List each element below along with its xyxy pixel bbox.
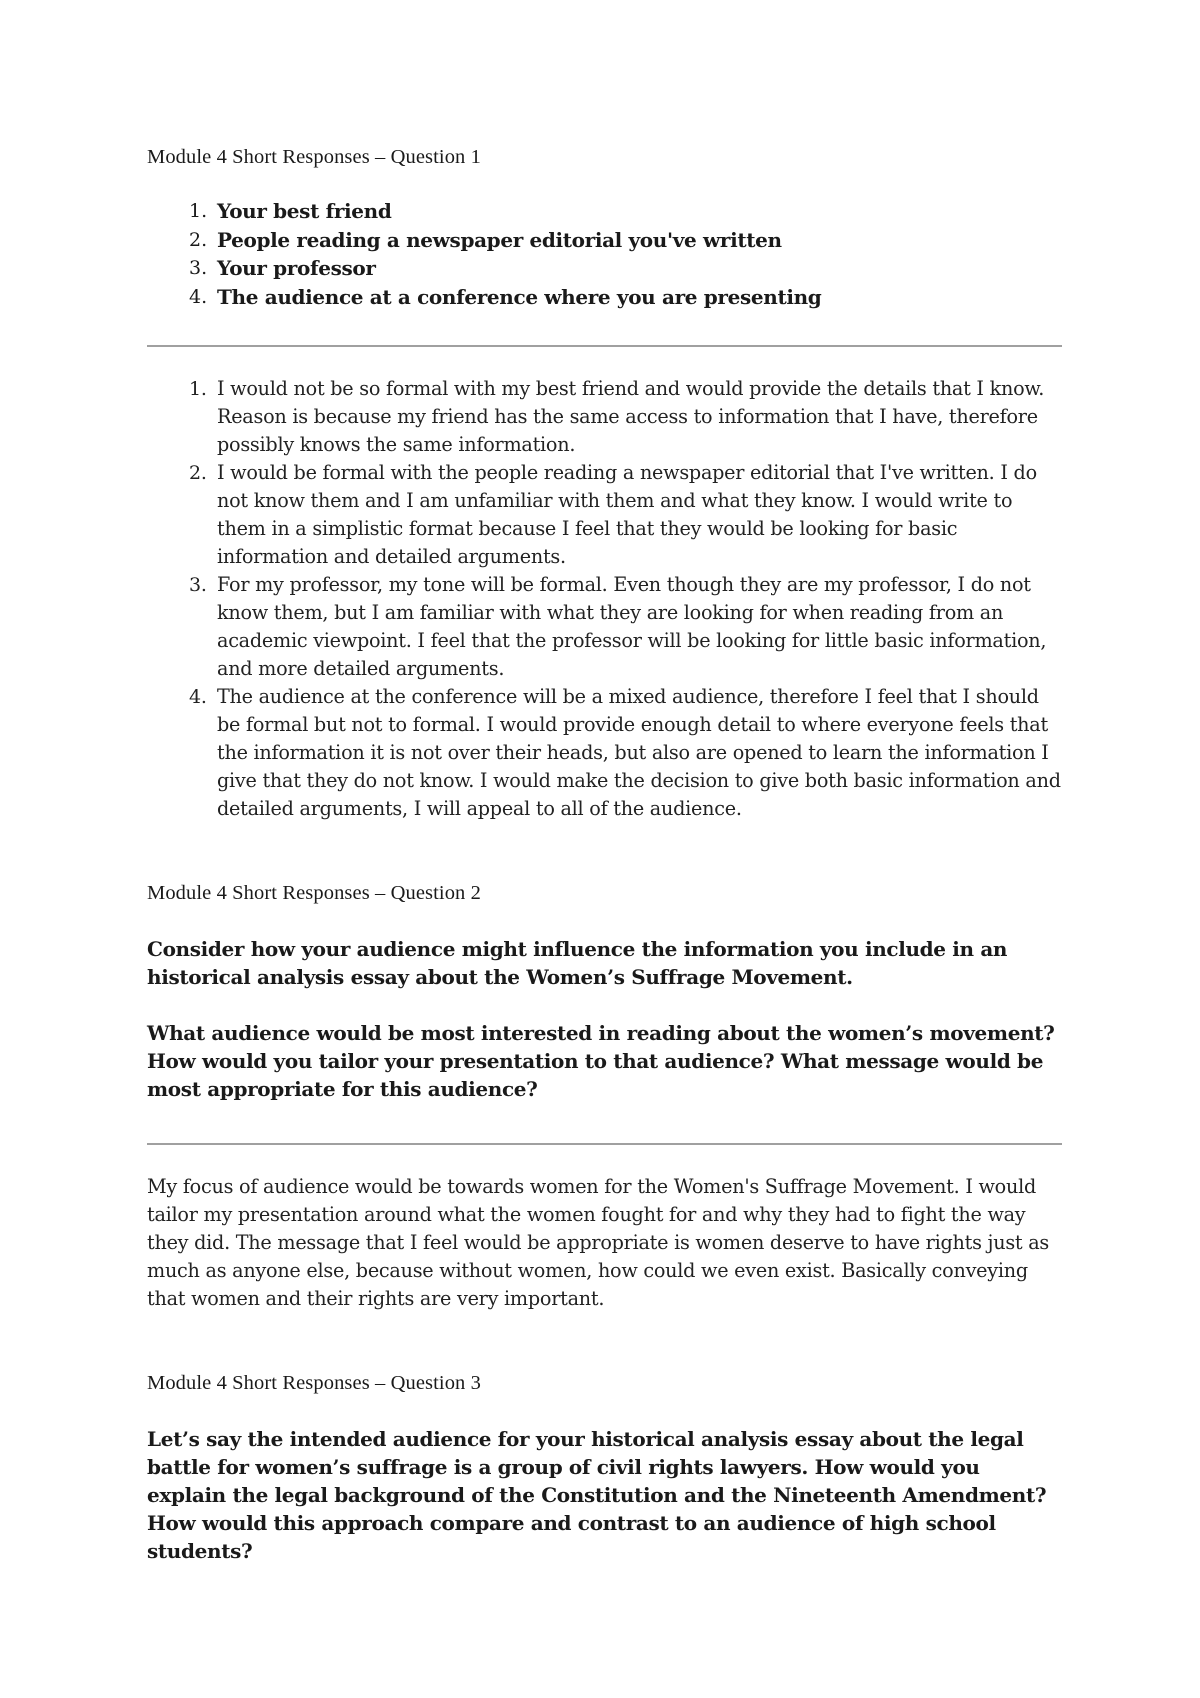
question-1-prompt-list [147, 197, 1062, 311]
prompt-item [217, 226, 1062, 255]
answer-item: I would not be so formal with my best friend and would provide the details that I know. Reason is because my friend has the same access to information that I have, therefore possibly knows the same information. [217, 377, 1045, 456]
question-2-answer: My focus of audience would be towards women for the Women's Suffrage Movement. I would tailor my presentation around what the women fought for and why they had to fight the way they did. The message that I feel would be appropriate is women deserve to have rights just as much as anyone else, because without women, how could we even exist. Basically conveying that women and their rights are very important. [147, 1175, 1050, 1310]
section-divider [147, 1143, 1062, 1145]
answer-item: The audience at the conference will be a mixed audience, therefore I feel that I should be formal but not to formal. I would provide enough detail to where everyone feels that the information it is not over their heads, but also are opened to learn the information I give that they do not know. I would make the decision to give both basic information and detailed arguments, I will appeal to all of the audience. [217, 685, 1061, 820]
section-divider [147, 345, 1062, 347]
document-page [147, 143, 1062, 1565]
prompt-text: People reading a newspaper editorial you've written [217, 227, 782, 252]
question-1-heading: Module 4 Short Responses – Question 1 [147, 146, 481, 168]
prompt-item [217, 283, 1062, 312]
prompt-text: Your best friend [217, 199, 392, 223]
question-1-answer-list [147, 375, 1062, 823]
question-2-heading: Module 4 Short Responses – Question 2 [147, 882, 481, 904]
question-3-heading: Module 4 Short Responses – Question 3 [147, 1372, 481, 1394]
prompt-text: The audience at a conference where you are presenting [217, 284, 822, 309]
prompt-text: Your professor [217, 256, 376, 280]
answer-item: I would be formal with the people reading a newspaper editorial that I've written. I do not know them and I am unfamiliar with them and what they know. I would write to them in a simplistic format because I feel that they would be looking for basic information and detailed arguments. [217, 461, 1037, 568]
prompt-item [217, 254, 1062, 283]
question-3-prompt: Let’s say the intended audience for your historical analysis essay about the legal battle for women’s suffrage is a group of civil rights lawyers. How would you explain the legal background of the Constitution and the Nineteenth Amendment? How would this approach compare and contrast to an audience of high school students? [147, 1427, 1047, 1563]
answer-item: For my professor, my tone will be formal. Even though they are my professor, I do not know them, but I am familiar with what they are looking for when reading from an academic viewpoint. I feel that the professor will be looking for little basic information, and more detailed arguments. [217, 573, 1047, 680]
question-2-prompt-2: What audience would be most interested in reading about the women’s movement? How would you tailor your presentation to that audience? What message would be most appropriate for this audience? [147, 1021, 1055, 1101]
question-2-prompt-1: Consider how your audience might influence the information you include in an historical analysis essay about the Women’s Suffrage Movement. [147, 937, 1008, 989]
prompt-item [217, 197, 1062, 226]
